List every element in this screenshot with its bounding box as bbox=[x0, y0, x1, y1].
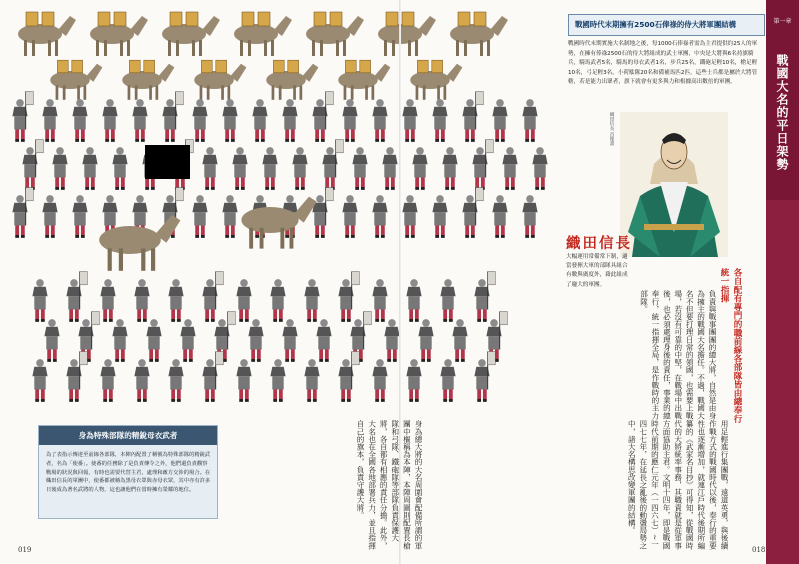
soldier-figure bbox=[462, 188, 483, 238]
soldier-figure bbox=[402, 195, 417, 238]
soldier-figure bbox=[12, 188, 33, 238]
soldier-figure bbox=[72, 99, 87, 142]
soldier-figure bbox=[66, 272, 87, 322]
soldier-figure bbox=[270, 279, 285, 322]
soldier-figure bbox=[440, 279, 455, 322]
soldier-figure bbox=[338, 272, 359, 322]
soldier-figure bbox=[322, 140, 343, 190]
soldier-figure bbox=[232, 147, 247, 190]
soldier-figure bbox=[440, 359, 455, 402]
oda-description: 大幅運用常備常下制，適當發揮大軍的部隊具組合有數與廣度外，藉此組成了龐大的軍團。 bbox=[566, 254, 628, 288]
horse-figure bbox=[241, 197, 316, 249]
soldier-figure bbox=[112, 319, 127, 362]
soldier-figure bbox=[304, 359, 319, 402]
soldier-figure bbox=[82, 147, 97, 190]
soldier-figure bbox=[492, 99, 507, 142]
horse-figure bbox=[122, 60, 174, 100]
soldier-figure bbox=[134, 359, 149, 402]
soldier-figure bbox=[432, 99, 447, 142]
soldier-figure bbox=[406, 359, 421, 402]
body-text-left: 身為總大將的大名周圍會配備所謂的軍團中樞稱為本陣，本陣周圍則配置長槍隊和弓隊、鐵砲隊等部隊負責保護大將，各自都有相應的責任分擔。此外，大名也在全國各地部署兵力，並且指揮自己的旗本，負責守護大將。 bbox=[356, 420, 423, 550]
soldier-figure bbox=[42, 99, 57, 142]
soldier-figure bbox=[100, 359, 115, 402]
soldier-figure bbox=[502, 147, 517, 190]
soldier-figure bbox=[442, 147, 457, 190]
soldier-figure bbox=[222, 99, 237, 142]
soldier-figure bbox=[236, 279, 251, 322]
soldier-figure bbox=[532, 147, 547, 190]
soldier-figure bbox=[202, 272, 223, 322]
soldier-figure bbox=[192, 99, 207, 142]
soldier-figure bbox=[66, 352, 87, 402]
soldier-figure bbox=[236, 359, 251, 402]
soldier-figure bbox=[22, 140, 43, 190]
soldier-figure bbox=[282, 99, 297, 142]
soldier-figure bbox=[52, 147, 67, 190]
soldier-figure bbox=[342, 195, 357, 238]
sidebar-box bbox=[38, 425, 218, 519]
soldier-figure bbox=[162, 92, 183, 142]
soldier-figure bbox=[168, 279, 183, 322]
soldier-figure bbox=[372, 359, 387, 402]
soldier-figure bbox=[270, 359, 285, 402]
soldier-figure bbox=[432, 195, 447, 238]
soldier-figure bbox=[312, 92, 333, 142]
horse-figure bbox=[50, 60, 102, 100]
soldier-figure bbox=[42, 195, 57, 238]
soldier-figure bbox=[100, 279, 115, 322]
horse-figure bbox=[378, 12, 436, 56]
soldier-figure bbox=[292, 147, 307, 190]
chapter-tab bbox=[766, 0, 799, 564]
horse-figure bbox=[306, 12, 364, 56]
soldier-figure bbox=[338, 352, 359, 402]
soldier-figure bbox=[12, 92, 33, 142]
oda-name: 織田信長 bbox=[566, 235, 632, 252]
soldier-figure bbox=[418, 319, 433, 362]
soldier-figure bbox=[342, 99, 357, 142]
soldier-figure bbox=[262, 147, 277, 190]
horse-figure bbox=[194, 60, 246, 100]
soldier-figure bbox=[372, 279, 387, 322]
soldier-figure bbox=[372, 99, 387, 142]
chapter-label: 第一章 bbox=[773, 18, 792, 25]
soldier-figure bbox=[132, 99, 147, 142]
soldier-figure bbox=[134, 279, 149, 322]
horse-figure bbox=[266, 60, 318, 100]
soldier-figure bbox=[44, 319, 59, 362]
soldier-figure bbox=[472, 140, 493, 190]
structure-title: 戰國時代末期擁有2500石俸祿的侍大將軍團結構 bbox=[575, 20, 736, 29]
horse-figure bbox=[450, 12, 508, 56]
portrait-caption: 織田信長 肖像畫 bbox=[609, 112, 614, 146]
soldier-figure bbox=[474, 272, 495, 322]
soldier-figure bbox=[522, 99, 537, 142]
soldier-figure bbox=[248, 319, 263, 362]
soldier-figure bbox=[222, 195, 237, 238]
soldier-figure bbox=[452, 319, 467, 362]
soldier-figure bbox=[102, 99, 117, 142]
soldier-figure bbox=[32, 359, 47, 402]
soldier-figure bbox=[312, 188, 333, 238]
oda-portrait bbox=[620, 112, 728, 257]
page-number-left: 019 bbox=[18, 546, 32, 554]
horse-figure bbox=[162, 12, 220, 56]
soldier-figure bbox=[252, 99, 267, 142]
soldier-figure bbox=[406, 279, 421, 322]
body-text-right: 用足輕進行集團戰，遠道英勇，與後續作戰方式的戰國時代以後，奉行的重要性也逐漸增加，就連江戶時代後期所編纂的《武家名目抄》可得知，從戰國時代的大將統率事務，其職責就是從軍事方面協助主君。文明十四年，即是戰國時代前期的應仁元年（一四六七）∼一四七七年，在延長之亂後的動盪局勢之中，諸大名構思改變軍團的結構。 bbox=[627, 420, 729, 550]
soldier-figure bbox=[282, 319, 297, 362]
horse-figure bbox=[410, 60, 462, 100]
soldier-figure bbox=[202, 352, 223, 402]
structure-title-box bbox=[568, 14, 765, 36]
soldier-figure bbox=[384, 319, 399, 362]
soldier-figure bbox=[412, 147, 427, 190]
soldier-figure bbox=[202, 147, 217, 190]
chapter-title: 戰國大名的平日架勢 bbox=[775, 54, 789, 171]
soldier-figure bbox=[72, 195, 87, 238]
redaction-box bbox=[145, 145, 190, 179]
soldier-figure bbox=[192, 195, 207, 238]
soldier-figure bbox=[146, 319, 161, 362]
section-heading: 各自配有專門的職前線各部隊皆由總奉行統一指揮 bbox=[719, 268, 742, 423]
soldier-figure bbox=[474, 352, 495, 402]
horse-figure bbox=[90, 12, 148, 56]
soldier-figure bbox=[112, 147, 127, 190]
soldier-figure bbox=[402, 99, 417, 142]
soldier-figure bbox=[492, 195, 507, 238]
soldier-figure bbox=[462, 92, 483, 142]
horse-figure bbox=[18, 12, 76, 56]
soldier-figure bbox=[522, 195, 537, 238]
soldier-figure bbox=[382, 147, 397, 190]
soldier-figure bbox=[316, 319, 331, 362]
soldier-figure bbox=[352, 147, 367, 190]
horse-figure bbox=[338, 60, 390, 100]
soldier-figure bbox=[32, 279, 47, 322]
soldier-figure bbox=[304, 279, 319, 322]
soldier-figure bbox=[372, 195, 387, 238]
sidebar-box-body: 為了表指示傳達至前線各部隊，本陣內配置了稱號為特殊部隊的精銳武者，名為「使番」。使番的任務除了是負責傳令之外，他們還負責觀察戰場的狀況與回報，有時也需要代替主君，處理和敵方交涉的場合。在織田信長的軍團中，使番都被稱為黑母衣眾與赤母衣眾，其中亦有許多日後成為著名武將的人物，這也讓他們在當時擁有榮耀的地位。 bbox=[46, 452, 211, 494]
horse-figure bbox=[234, 12, 292, 56]
soldier-figure bbox=[168, 359, 183, 402]
body-text-mid: 負責與戰事團團的總大將，自然是由身為擁主的戰國大名擔任。不過，戰國大名不但要打理日常的領國，也需要上戰場，若沒有可靠的中堅，在戰場中出戰後，也必須處理身後的責任，事業的總奉行，統一指揮全局，是作戰時的主力部隊。 bbox=[639, 290, 717, 420]
structure-note: 戰國時代末期實施大名制地之後，每1000石俸祿者需為主君提供約25人的軍勢，在擁有俸祿2500石的侍大將組成的武士軍團，中央是大將與6名持旗騎兵，騎馬武者5名，騎馬的母衣武者1名，步兵25名，鐵砲足輕10名，槍足輕10名，弓足輕3名，小荷駄隊20名和備補馬匹2匹。這些士兵都是屬於大將管轄，若是能力出眾者，旗下就會有更多與力和根據高出數倍的軍團。 bbox=[568, 41, 758, 86]
sidebar-box-title: 身為特殊部隊的精銳母衣武者 bbox=[39, 426, 217, 445]
page-number-right: 018 bbox=[752, 546, 766, 554]
soldier-figure bbox=[180, 319, 195, 362]
